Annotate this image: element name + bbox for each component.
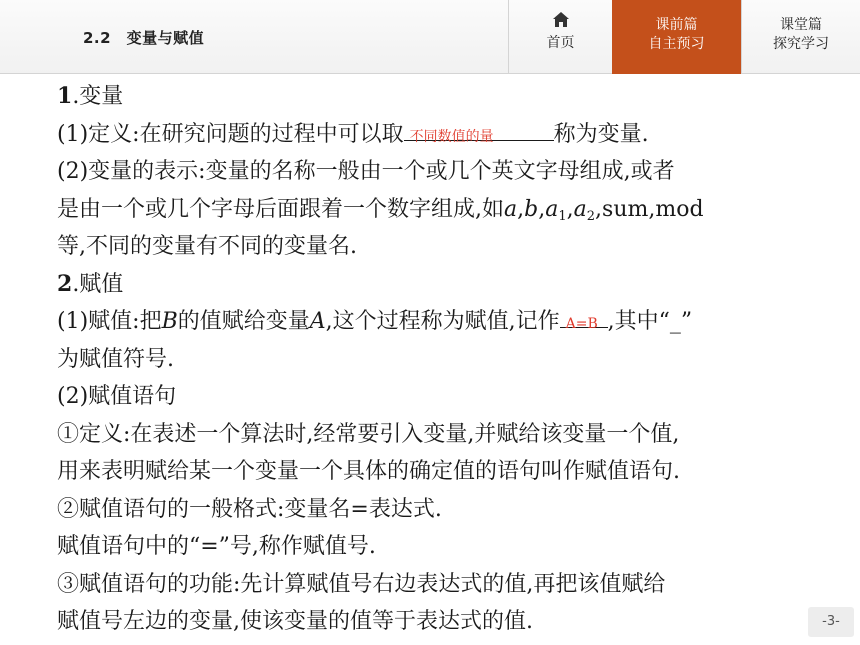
header-bar <box>0 0 860 74</box>
home-icon <box>553 12 569 27</box>
blank-answer: A=B <box>565 316 598 332</box>
section-title: 2.2 变量与赋值 <box>83 29 205 47</box>
nav-in-class-line2: 探究学习 <box>773 36 829 52</box>
assignment-sign-note: 赋值语句中的“=”号,称作赋值号. <box>57 534 376 559</box>
variable-definition: (1)定义:在研究问题的过程中可以取 不同数值的量 称为变量. <box>57 116 817 154</box>
nav-home-label: 首页 <box>546 35 575 51</box>
variable-notation-line2: 是由一个或几个字母后面跟着一个数字组成,如$a,b,a_1,a_2,sum,mod$ <box>57 196 704 224</box>
heading-variable: 1.变量 <box>57 83 124 109</box>
nav-in-class-tab[interactable] <box>741 0 860 74</box>
statement-function-line1: ③赋值语句的功能:先计算赋值号右边表达式的值,再把该值赋给 <box>57 571 666 597</box>
nav-in-class-line1: 课堂篇 <box>780 17 822 33</box>
variable-notation-line1: (2)变量的表示:变量的名称一般由一个或几个英文字母组成,或者 <box>57 159 675 184</box>
fill-in-blank <box>404 116 554 145</box>
nav-pre-class-line1: 课前篇 <box>655 17 698 33</box>
fill-in-blank <box>560 303 608 332</box>
statement-function-line2: 赋值号左边的变量,使该变量的值等于表达式的值. <box>57 609 533 634</box>
nav-pre-class-tab[interactable] <box>612 0 741 74</box>
assignment-definition-line1: (1)赋值:把B的值赋给变量A,这个过程称为赋值,记作 A=B ,其中“_” <box>57 303 817 341</box>
variable-notation-line3: 等,不同的变量有不同的变量名. <box>57 234 357 259</box>
heading-assignment: 2.赋值 <box>57 270 124 297</box>
statement-definition-line1: ①定义:在表述一个算法时,经常要引入变量,并赋给该变量一个值, <box>57 421 680 447</box>
assignment-statement-heading: (2)赋值语句 <box>57 384 177 409</box>
assignment-definition-line2: 为赋值符号. <box>57 346 174 372</box>
lesson-content <box>57 78 817 641</box>
page-number: -3- <box>808 607 854 637</box>
nav-pre-class-line2: 自主预习 <box>648 36 705 52</box>
nav-home-button[interactable] <box>508 0 612 74</box>
statement-format: ②赋值语句的一般格式:变量名=表达式. <box>57 496 442 522</box>
statement-definition-line2: 用来表明赋给某一个变量一个具体的确定值的语句叫作赋值语句. <box>57 459 680 484</box>
blank-answer: 不同数值的量 <box>409 128 494 145</box>
